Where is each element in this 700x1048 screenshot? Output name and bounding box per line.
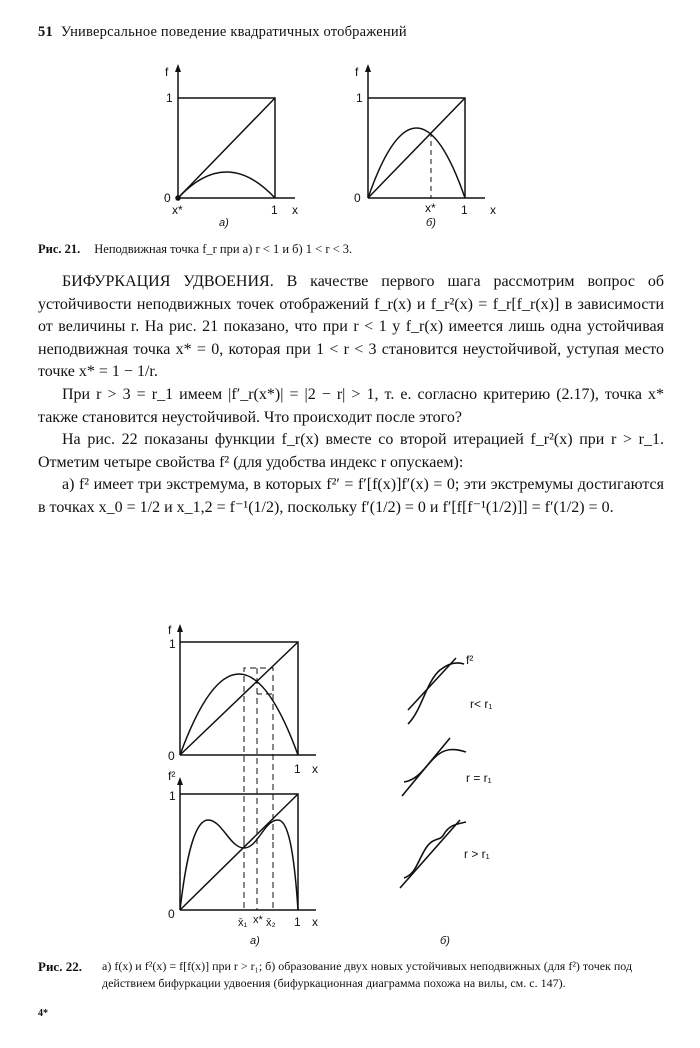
fig22b-f2-label: f² (466, 653, 474, 667)
fig21-panel-b (365, 64, 485, 198)
fig21b-sublabel: б) (426, 217, 436, 229)
fig22-xstar-label: x* (253, 914, 263, 926)
paragraph-fig22-intro: На рис. 22 показаны функции f_r(x) вместе со второй итерацией f_r²(x) при r > r_1. Отметим четыре свойства f² (для удобства индекс r опускаем): (38, 431, 664, 471)
fig22-top-one-x-label: 1 (294, 762, 301, 776)
fig22-bottom-y-arrow (177, 777, 183, 785)
paragraph-property-a: а) f² имеет три экстремума, в которых f²′ = f′[f(x)]f′(x) = 0; эти экстремумы достигаются в точках x_0 = 1/2 и x_1,2 = f⁻¹(1/2), поскольку f′(1/2) = 0 и f′[f[f⁻¹(1/2)]] = f′(1/2) = 0. (38, 476, 664, 516)
fig21a-parabola (178, 172, 275, 198)
fig22-bottom-zero-label: 0 (168, 907, 175, 921)
fig22b-sketch1-curve (408, 663, 464, 724)
fig22-top-f-label: f (168, 623, 172, 637)
fig22b-sketch3-diagonal (400, 820, 460, 888)
fig22-caption (38, 958, 638, 992)
fig22a-sublabel: а) (250, 935, 260, 947)
fig21b-diagonal (368, 98, 465, 198)
fig21-caption-text: Неподвижная точка f_r при а) r < 1 и б) 1 < r < 3. (94, 242, 353, 256)
fig22-top-parabola (180, 674, 298, 755)
fig22-top-zero-label: 0 (168, 749, 175, 763)
fig22-caption-label: Рис. 22. (38, 959, 82, 974)
paragraph-instability: При r > 3 = r_1 имеем |f′_r(x*)| = |2 − r| > 1, т. е. согласно критерию (2.17), точка x* также становится неустойчивой. Что происходит после этого? (38, 385, 664, 426)
fig22a-bottom-panel (177, 777, 316, 910)
body-text (38, 271, 664, 520)
fig21b-xstar-label: x* (425, 201, 436, 215)
fig22-bottom-one-label: 1 (169, 789, 176, 803)
fig22-bottom-second-iterate (180, 820, 298, 910)
figure-21 (150, 62, 530, 240)
fig21b-y-arrow (365, 64, 371, 72)
fig22-top-one-label: 1 (169, 637, 176, 651)
running-title: Универсальное поведение квадратичных отображений (60, 24, 407, 40)
fig21a-xstar-label: x* (172, 203, 183, 217)
fig22b-r-less-label: r< r₁ (470, 697, 493, 711)
fig22-top-x-label: x (312, 762, 318, 776)
fig21a-one-x-label: 1 (271, 203, 278, 217)
fig21a-sublabel: а) (219, 217, 229, 229)
running-header (38, 24, 407, 41)
fig21a-f-label: f (165, 65, 169, 79)
fig21a-one-label: 1 (166, 91, 173, 105)
fig21b-f-label: f (355, 65, 359, 79)
fig22-caption-text: а) f(x) и f²(x) = f[f(x)] при r > r₁; б) образование двух новых устойчивых неподвижных (для f²) точек под действием бифуркации удвоения (бифуркационная диаграмма похожа на вилы, см. с. 147). (102, 959, 633, 990)
fig22-top-diagonal (180, 642, 298, 755)
fig22-x2-label: x̄₂ (266, 917, 276, 929)
fig21b-zero-label: 0 (354, 191, 361, 205)
fig22b-sublabel: б) (440, 935, 450, 947)
fig21-panel-a (175, 64, 295, 200)
page-number: 51 (38, 24, 53, 40)
fig22b-sketches (400, 658, 466, 888)
fig22a-top-panel (177, 624, 316, 842)
fig21a-y-arrow (175, 64, 181, 72)
fig22-bottom-one-x-label: 1 (294, 915, 301, 929)
fig22-x1-label: x̄₁ (238, 917, 248, 929)
fig22b-r-greater-label: r > r₁ (464, 847, 490, 861)
fig22b-sketch2-curve (404, 750, 466, 782)
fig22-bottom-f2-label: f² (168, 769, 176, 783)
fig21b-one-x-label: 1 (461, 203, 468, 217)
fig22b-r-equal-label: r = r₁ (466, 771, 492, 785)
paragraph-bifurcation: БИФУРКАЦИЯ УДВОЕНИЯ. В качестве первого шага рассмотрим вопрос об устойчивости неподвижных точек отображений f_r(x) и f_r²(x) = f_r[f_r(x)] в зависимости от величины r. На рис. 21 показано, что при r < 1 у f_r(x) имеется лишь одна устойчивая неподвижная точка x* = 0, которая при 1 < r < 3 становится неустойчивой, уступая место точке x* = 1 − 1/r. (38, 273, 664, 381)
fig22b-sketch3-curve (404, 822, 466, 878)
fig21b-parabola (368, 128, 465, 198)
fig21a-diagonal (178, 98, 275, 198)
fig21b-x-label: x (490, 203, 496, 217)
figure-22 (160, 620, 520, 952)
fig22-top-y-arrow (177, 624, 183, 632)
fig22b-sketch1-diagonal (408, 658, 456, 710)
fig21a-x-label: x (292, 203, 298, 217)
fig21-caption-label: Рис. 21. (38, 242, 81, 256)
fig21b-one-label: 1 (356, 91, 363, 105)
fig22-bottom-diagonal (180, 794, 298, 910)
signature-mark: 4* (38, 1008, 48, 1019)
fig21-caption (38, 242, 352, 257)
fig21a-zero-label: 0 (164, 191, 171, 205)
fig22-bottom-x-label: x (312, 915, 318, 929)
fig21a-fixed-point (176, 196, 180, 200)
